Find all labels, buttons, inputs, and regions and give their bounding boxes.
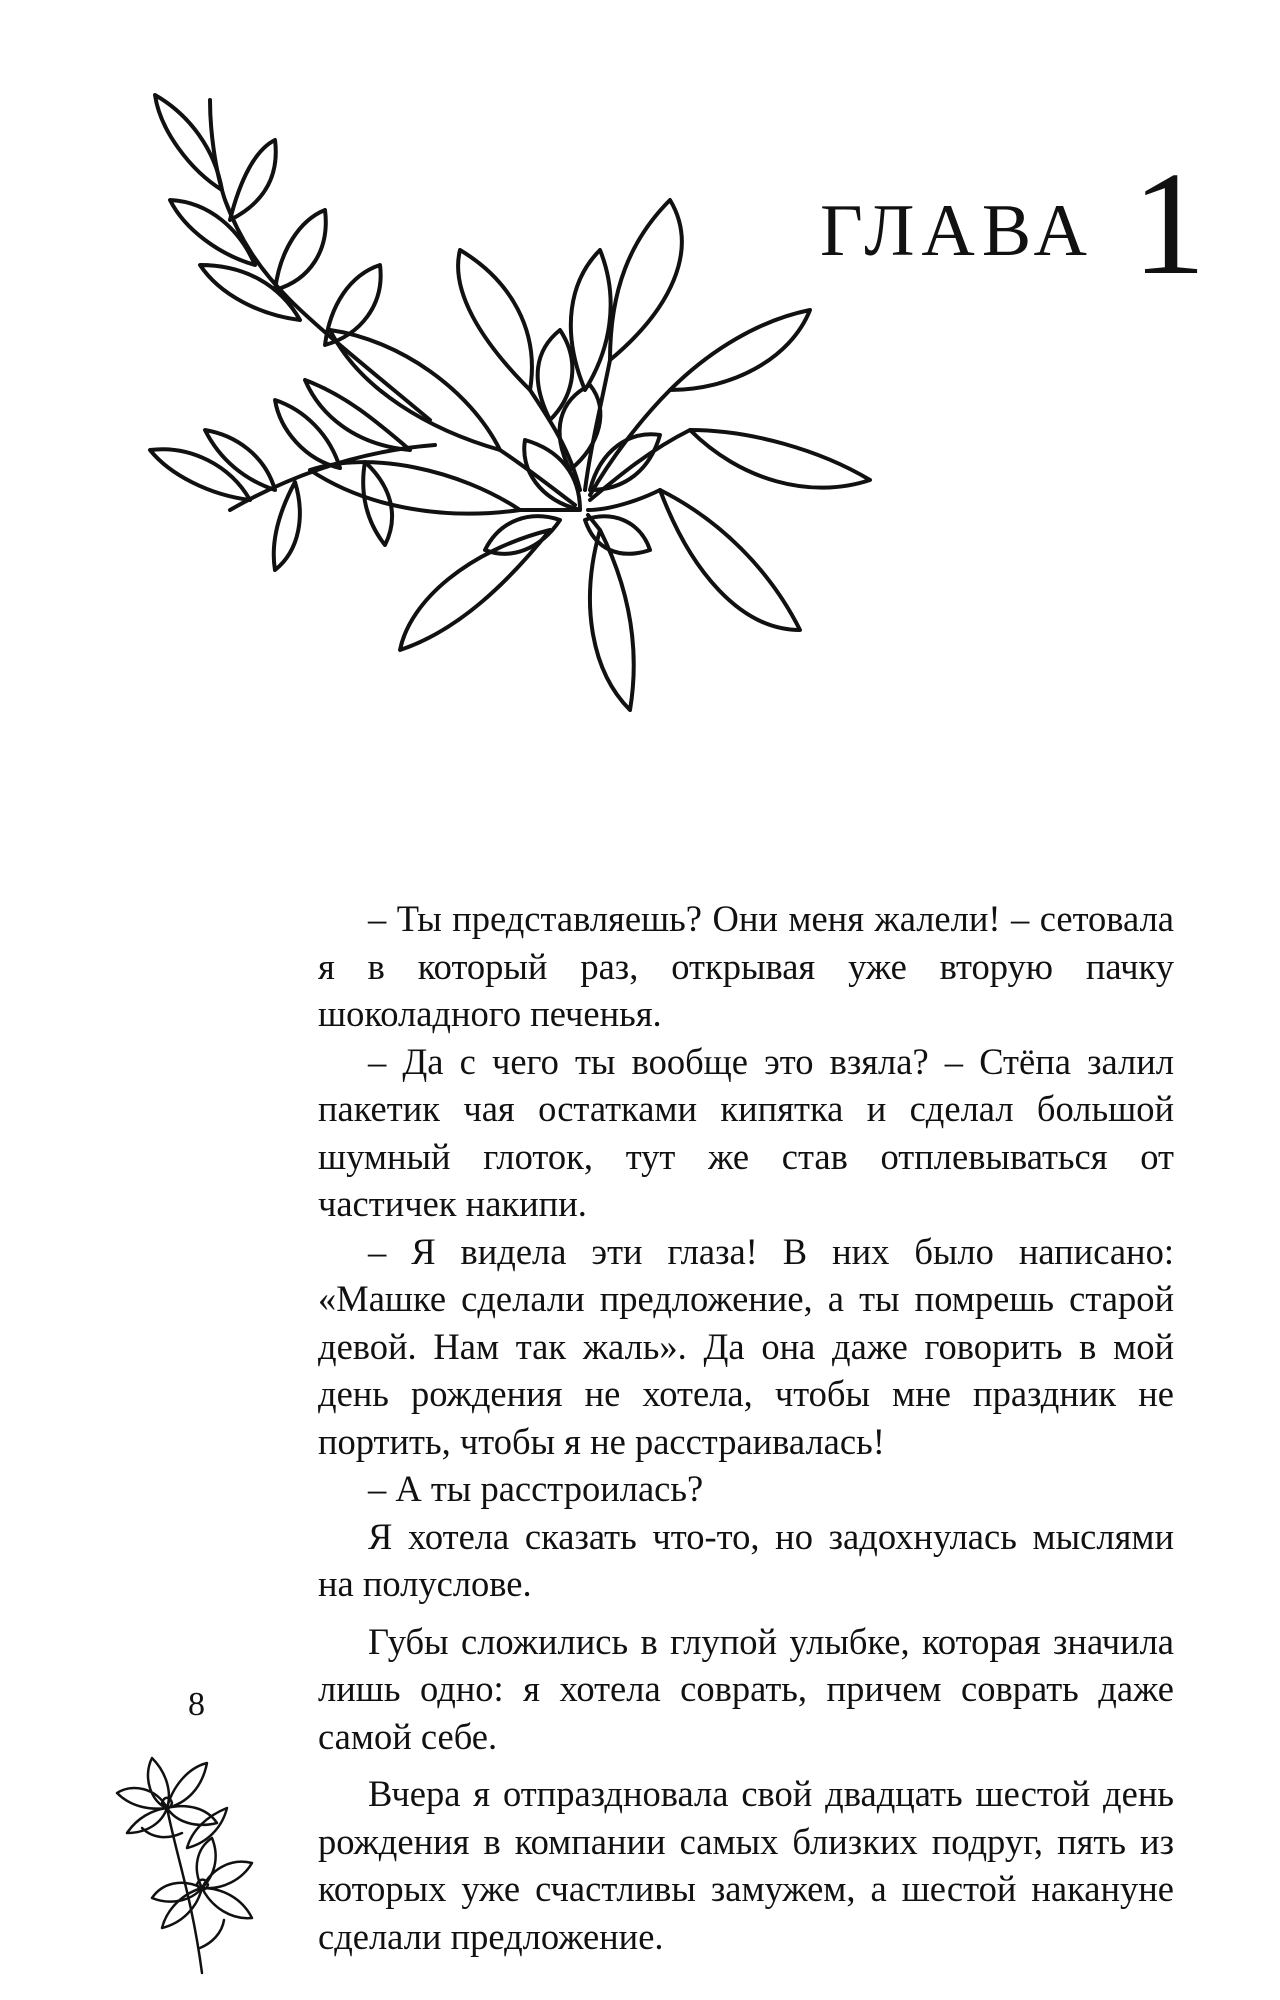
paragraph: – А ты расстроилась? [368,1468,704,1509]
paragraph: – Да с чего ты вообще это взяла? – Стёпа залил пакетик чая остатками кипятка и сделал большой шумный глоток, тут же став отплевываться от частичек накипи. [318,1040,1174,1224]
paragraph: Я хотела сказать что-то, но задохнулась мыслями на полуслове. [318,1515,1174,1604]
paragraph: – Я видела эти глаза! В них было написано: «Машке сделали предложение, а ты помрешь старой девой. Нам так жаль». Да она даже говорить в мой день рождения не хотела, чтобы мне праздник не портить, чтобы я не расстраивалась! [318,1230,1174,1462]
small-flower-ornament [112,1748,282,1978]
chapter-body-text [318,895,1174,1960]
page-number: 8 [188,1686,205,1723]
magnolia-flower-illustration [130,90,900,810]
paragraph: – Ты представляешь? Они меня жалели! – сетовала я в который раз, открывая уже вторую пачку шоколадного печенья. [318,898,1174,1034]
paragraph: Губы сложились в глупой улыбке, которая значила лишь одно: я хотела соврать, причем соврать даже самой себе. [318,1620,1174,1757]
chapter-number: 1 [1131,142,1206,306]
paragraph: Вчера я отпраздновала свой двадцать шестой день рождения в компании самых близких подруг, пять из которых уже счастливы замужем, а шестой накануне сделали предложение. [318,1773,1174,1957]
chapter-heading [820,142,1206,306]
chapter-title: ГЛАВА [820,190,1094,272]
